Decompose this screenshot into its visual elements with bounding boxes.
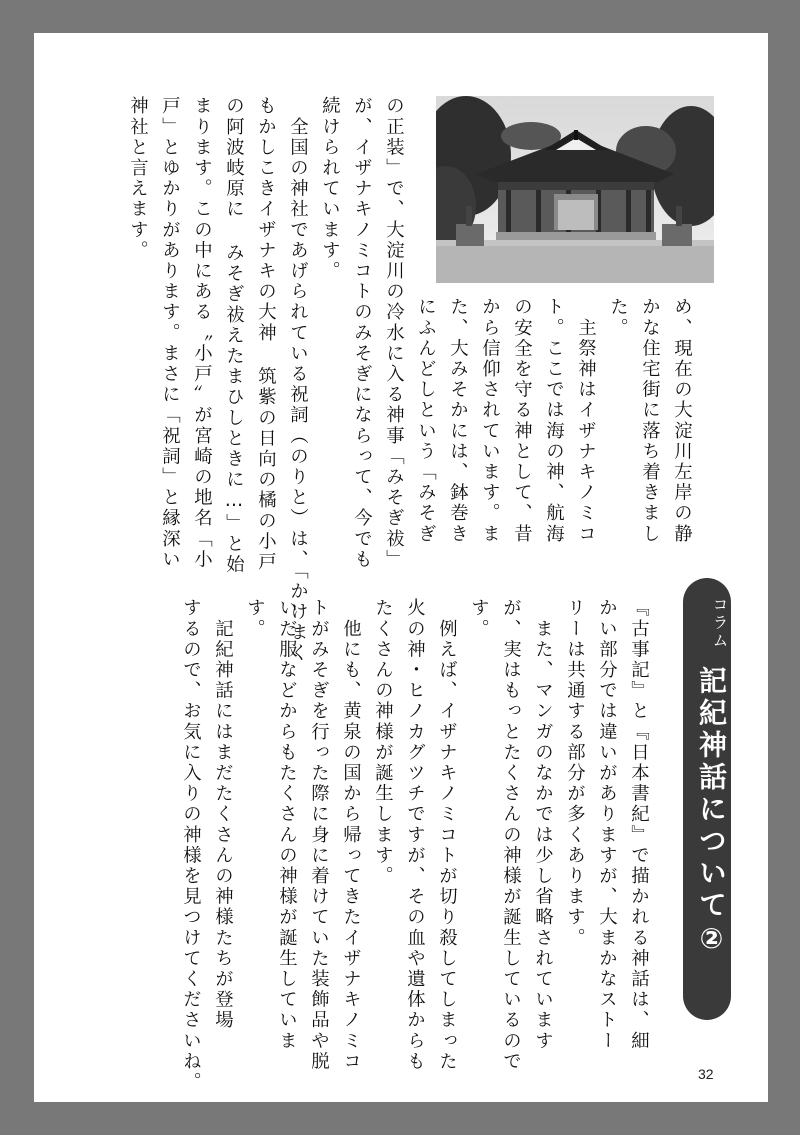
shrine-photo xyxy=(436,96,714,283)
body-text-column: 続けられています。 xyxy=(319,96,341,282)
page-number: 32 xyxy=(698,1066,714,1082)
body-text-column: するので、お気に入りの神様を見つけてくださいね。 xyxy=(180,598,202,1093)
body-text-column: た。 xyxy=(607,297,629,339)
body-text-column: が、イザナキノミコトのみそぎにならって、今でも xyxy=(351,96,373,570)
body-text-column: の阿波岐原に みそぎ祓えたまひしときに…」と始 xyxy=(223,96,245,575)
body-text-column: トがみそぎを行った際に身に着けていた装飾品や脱 xyxy=(308,598,330,1072)
body-text-column: ト。ここでは海の神、航海 xyxy=(543,297,565,545)
body-text-column: す。 xyxy=(468,598,490,640)
body-text-column: 全国の神社であげられている祝詞（のりと）は、「かけまく xyxy=(287,96,309,664)
body-text-column: の安全を守る神として、昔 xyxy=(511,297,533,545)
body-text-column: かな住宅街に落ち着きまし xyxy=(639,297,661,545)
body-text-column: 『古事記』と『日本書紀』で描かれる神話は、細 xyxy=(628,598,650,1052)
body-text-column: 記紀神話にはまだたくさんの神様たちが登場 xyxy=(212,598,234,1031)
body-text-column: す。 xyxy=(244,598,266,640)
body-text-column: 火の神・ヒノカグツチですが、その血や遺体からも xyxy=(404,598,426,1072)
body-text-column: が、実はもっとたくさんの神様が誕生しているので xyxy=(500,598,522,1072)
shrine-image xyxy=(436,96,714,283)
body-text-column: 例えば、イザナキノミコトが切り殺してしまった xyxy=(436,598,458,1072)
body-text-column: た、大みそかには、鉢巻き xyxy=(447,297,469,545)
body-text-column: まります。この中にある〝小戸〟が宮崎の地名「小 xyxy=(191,96,213,570)
body-text-column: もかしこきイザナキの大神 筑紫の日向の橘の小戸 xyxy=(255,96,277,573)
body-text-column: め、現在の大淀川左岸の静 xyxy=(671,297,693,545)
body-text-column: 神社と言えます。 xyxy=(127,96,149,261)
column-tag: コラム xyxy=(710,596,729,650)
column-heading-box xyxy=(683,578,731,1020)
book-page xyxy=(34,33,768,1102)
body-text-column: から信仰されています。ま xyxy=(479,297,501,545)
body-text-column: 他にも、黄泉の国から帰ってきたイザナキノミコ xyxy=(340,598,362,1072)
body-text-column: 戸」とゆかりがあります。まさに「祝詞」と縁深い xyxy=(159,96,181,570)
body-text-column: にふんどしという「みそぎ xyxy=(415,297,437,545)
body-text-column: また、マンガのなかでは少し省略されています xyxy=(532,598,554,1052)
body-text-column: たくさんの神様が誕生します。 xyxy=(372,598,394,887)
column-title: 記紀神話について② xyxy=(695,666,728,959)
body-text-column: いだ服などからもたくさんの神様が誕生していま xyxy=(276,598,298,1052)
body-text-column: 主祭神はイザナキノミコ xyxy=(575,297,597,545)
body-text-column: リーは共通する部分が多くあります。 xyxy=(564,598,586,949)
body-text-column: の正装」で、大淀川の冷水に入る神事「みそぎ祓」 xyxy=(383,96,405,570)
body-text-column: かい部分では違いがありますが、大まかなストー xyxy=(596,598,618,1052)
